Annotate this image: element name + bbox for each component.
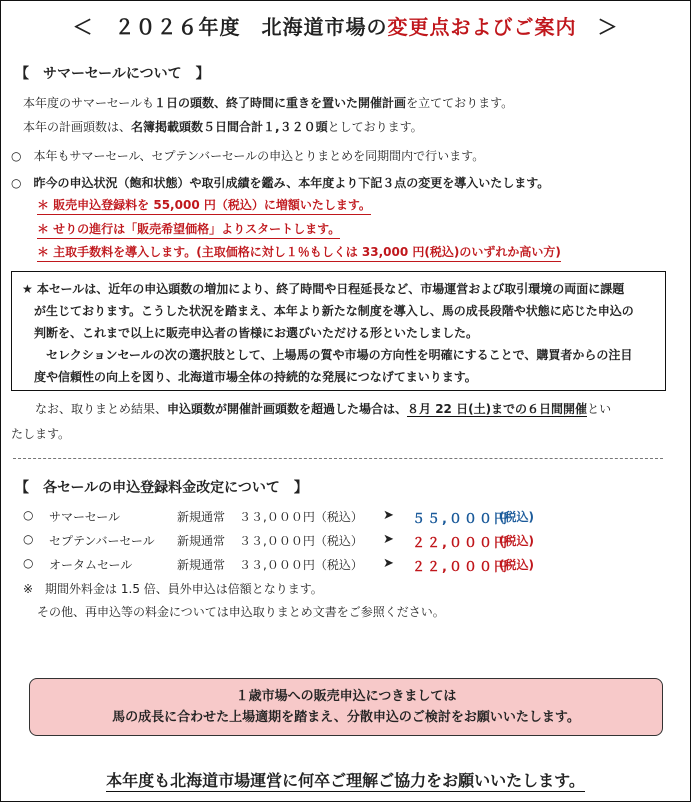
extension-text bbox=[35, 400, 611, 417]
fee-new-price: ５５,０００円 bbox=[412, 512, 509, 527]
fee-new-tax: (税込) bbox=[499, 558, 534, 572]
extension-text-a: なお、取りまとめ結果、 bbox=[35, 402, 168, 416]
section-divider bbox=[13, 458, 663, 459]
planned-count-text bbox=[23, 118, 423, 135]
fee-sale-name: セプテンバーセール bbox=[49, 534, 155, 548]
bullet-three-changes: ○ 昨今の申込状況（飽和状態）や取引成績を鑑み、本年度より下記３点の変更を導入いたします。 bbox=[11, 176, 550, 190]
circle-icon: ○ bbox=[23, 556, 34, 570]
circle-icon: ○ bbox=[23, 508, 34, 522]
planned-count-text-a: 本年の計画頭数は、 bbox=[23, 120, 132, 134]
planned-count-text-c: としております。 bbox=[327, 120, 423, 134]
page-title bbox=[1, 11, 690, 40]
notice-box bbox=[11, 271, 666, 391]
title-suffix: ＞ bbox=[576, 15, 619, 39]
yearling-notice-box bbox=[29, 678, 663, 736]
title-highlight: 変更点およびご案内 bbox=[387, 15, 577, 39]
notice-line: 判断を、これまで以上に販売申込者の皆様にお選びいただける形といたしました。 bbox=[22, 326, 479, 340]
yearling-line-2: 馬の成長に合わせた上場適期を踏まえ、分散申込のご検討をお願いいたします。 bbox=[112, 710, 580, 725]
notice-line: が生じております。こうした状況を踏まえ、本年より新たな制度を導入し、馬の成長段階や状態に応じた申込の bbox=[22, 304, 634, 318]
extension-text-cont: たします。 bbox=[11, 427, 71, 441]
yearling-line-1: １歳市場への販売申込につきましては bbox=[235, 689, 457, 704]
notice-line: セレクションセールの次の選択肢として、上場馬の質や市場の方向性を明確にすることで、購買者からの注目 bbox=[22, 348, 633, 362]
title-prefix: ＜ ２０２６年度 北海道市場の bbox=[72, 15, 388, 39]
summer-plan-text-c: を立てております。 bbox=[406, 96, 514, 110]
summer-plan-text-b: １日の頭数、終了時間に重きを置いた開催計画 bbox=[154, 96, 407, 110]
fee-type: 新規通常 bbox=[177, 534, 226, 548]
fee-type: 新規通常 bbox=[177, 510, 226, 524]
fee-new-tax: (税込) bbox=[499, 534, 534, 548]
fee-new-price: ２２,０００円 bbox=[412, 560, 509, 575]
planned-count-text-b: 名簿掲載頭数５日間合計１,３２０頭 bbox=[131, 120, 328, 134]
summer-plan-text bbox=[23, 94, 513, 111]
change-item-buyback-fee: ＊ 主取手数料を導入します。(主取価格に対し１％もしくは 33,000 円(税込)のいずれか高い方) bbox=[37, 243, 561, 262]
fee-new-tax: (税込) bbox=[499, 510, 534, 524]
circle-icon: ○ bbox=[23, 532, 34, 546]
notice-line: 度や信頼性の向上を図り、北海道市場全体の持続的な発展につなげてまいります。 bbox=[22, 370, 477, 384]
closing-text: 本年度も北海道市場運営に何卒ご理解ご協力をお願いいたします。 bbox=[106, 771, 585, 790]
closing-message bbox=[1, 768, 690, 791]
fee-old-price: ３３,０００円（税込） bbox=[239, 510, 363, 524]
fee-sale-name: サマーセール bbox=[49, 510, 121, 524]
fee-note-surcharge: ※ 期間外料金は 1.5 倍、員外申込は倍額となります。 bbox=[23, 582, 323, 596]
change-item-fee: ＊ 販売申込登録料を 55,000 円（税込）に増額いたします。 bbox=[37, 196, 371, 215]
fee-sale-name: オータムセール bbox=[49, 558, 133, 572]
section1-heading: 【 サマーセールについて 】 bbox=[15, 66, 210, 82]
bullet-same-period: ○ 本年もサマーセール、セプテンバーセールの申込とりまとめを同期間内で行います。 bbox=[11, 149, 485, 163]
fee-old-price: ３３,０００円（税込） bbox=[239, 534, 363, 548]
extension-text-b: 申込頭数が開催計画頭数を超過した場合は、 bbox=[167, 402, 408, 416]
notice-line: ★ 本セールは、近年の申込頭数の増加により、終了時間や日程延長など、市場運営および取引環境の両面に課題 bbox=[22, 282, 625, 296]
arrow-right-icon: ➤ bbox=[383, 556, 394, 571]
extension-dates: ８月 22 日(土)までの６日間開催 bbox=[407, 402, 588, 416]
summer-plan-text-a: 本年度のサマーセールも bbox=[23, 96, 155, 110]
section2-heading: 【 各セールの申込登録料金改定について 】 bbox=[15, 480, 308, 496]
arrow-right-icon: ➤ bbox=[383, 508, 394, 523]
fee-old-price: ３３,０００円（税込） bbox=[239, 558, 363, 572]
change-item-start-price: ＊ せりの進行は「販売希望価格」よりスタートします。 bbox=[37, 220, 340, 239]
fee-new-price: ２２,０００円 bbox=[412, 536, 509, 551]
extension-text-d: とい bbox=[587, 402, 612, 416]
arrow-right-icon: ➤ bbox=[383, 532, 394, 547]
fee-type: 新規通常 bbox=[177, 558, 226, 572]
fee-note-other: その他、再申込等の料金については申込取りまとめ文書をご参照ください。 bbox=[37, 605, 445, 619]
